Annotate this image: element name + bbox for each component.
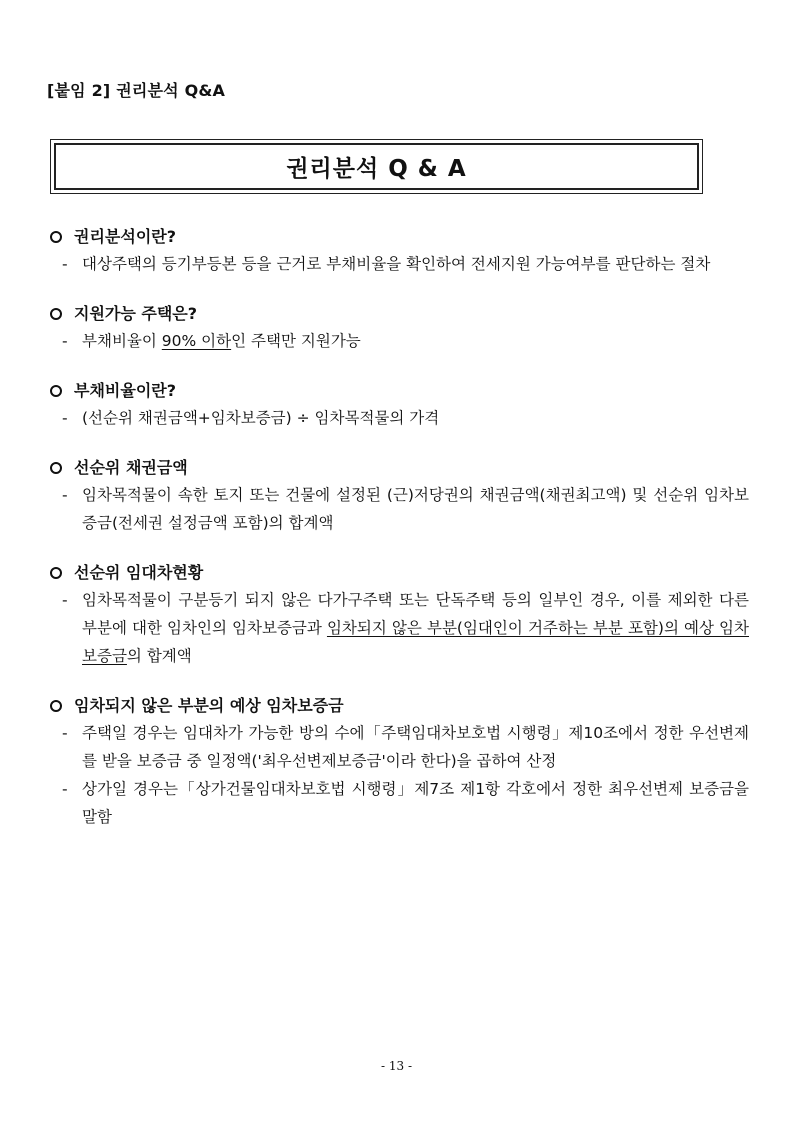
question-heading [46, 378, 749, 404]
answer-text-underlined: 임차되지 않은 부분(임대인이 거주하는 부분 포함)의 예상 임차보증금 [82, 619, 749, 665]
dash-icon: - [62, 780, 68, 798]
answer-text: 대상주택의 등기부등본 등을 근거로 부채비율을 확인하여 전세지원 가능여부를 판단하는 절차 [82, 255, 711, 273]
answer-text: 임차목적물이 속한 토지 또는 건물에 설정된 (근)저당권의 채권금액(채권최고액) 및 선순위 임차보증금(전세권 설정금액 포함)의 합계액 [82, 486, 749, 532]
title-inner-frame [54, 143, 699, 190]
circle-bullet-icon [50, 308, 62, 320]
dash-icon: - [62, 724, 68, 742]
answer-item [46, 481, 749, 537]
circle-bullet-icon [50, 567, 62, 579]
question-heading [46, 560, 749, 586]
dash-icon: - [62, 486, 68, 504]
circle-bullet-icon [50, 462, 62, 474]
qa-section [46, 378, 749, 432]
circle-bullet-icon [50, 385, 62, 397]
question-heading [46, 301, 749, 327]
answer-item [46, 327, 749, 355]
answer-text: 주택일 경우는 임대차가 가능한 방의 수에「주택임대차보호법 시행령」제10조에서 정한 우선변제를 받을 보증금 중 일정액('최우선변제보증금'이라 한다)을 곱하여 산정 [82, 724, 749, 770]
question-heading [46, 224, 749, 250]
dash-icon: - [62, 591, 68, 609]
question-text: 부채비율이란? [74, 381, 177, 400]
answer-text [82, 586, 749, 670]
question-text: 선순위 채권금액 [74, 458, 188, 477]
answer-item [46, 719, 749, 775]
qa-section [46, 455, 749, 537]
answer-item [46, 404, 749, 432]
answer-text: 상가일 경우는「상가건물임대차보호법 시행령」제7조 제1항 각호에서 정한 최우선변제 보증금을 말함 [82, 780, 749, 826]
attachment-label: [붙임 2] 권리분석 Q&A [47, 81, 226, 100]
title-box [50, 139, 703, 194]
qa-section [46, 301, 749, 355]
qa-section [46, 224, 749, 278]
answer-text: (선순위 채권금액+임차보증금) ÷ 임차목적물의 가격 [82, 409, 440, 427]
answer-text-post: 인 주택만 지원가능 [231, 332, 361, 350]
answer-text-underlined: 90% 이하 [161, 332, 232, 350]
question-text: 권리분석이란? [74, 227, 177, 246]
circle-bullet-icon [50, 231, 62, 243]
qa-section [46, 693, 749, 831]
page-number: - 13 - [380, 1059, 412, 1073]
page-title: 권리분석 Q & A [286, 156, 467, 182]
answer-text [82, 327, 749, 355]
qa-section [46, 560, 749, 670]
circle-bullet-icon [50, 700, 62, 712]
question-text: 임차되지 않은 부분의 예상 임차보증금 [74, 696, 344, 715]
question-heading [46, 693, 749, 719]
dash-icon: - [62, 409, 68, 427]
question-text: 지원가능 주택은? [74, 304, 198, 323]
answer-text-post: 의 합계액 [126, 647, 192, 665]
qa-content [46, 224, 749, 854]
answer-item [46, 586, 749, 670]
answer-text-pre: 임차목적물이 구분등기 되지 않은 다가구주택 또는 단독주택 등의 일부인 경우, 이를 제외한 다른 부분에 대한 임차인의 임차보증금과 [82, 591, 749, 637]
dash-icon: - [62, 332, 68, 350]
answer-text-pre: 부채비율이 [82, 332, 162, 350]
question-text: 선순위 임대차현황 [74, 563, 204, 582]
answer-item [46, 775, 749, 831]
answer-item [46, 250, 749, 278]
question-heading [46, 455, 749, 481]
dash-icon: - [62, 255, 68, 273]
